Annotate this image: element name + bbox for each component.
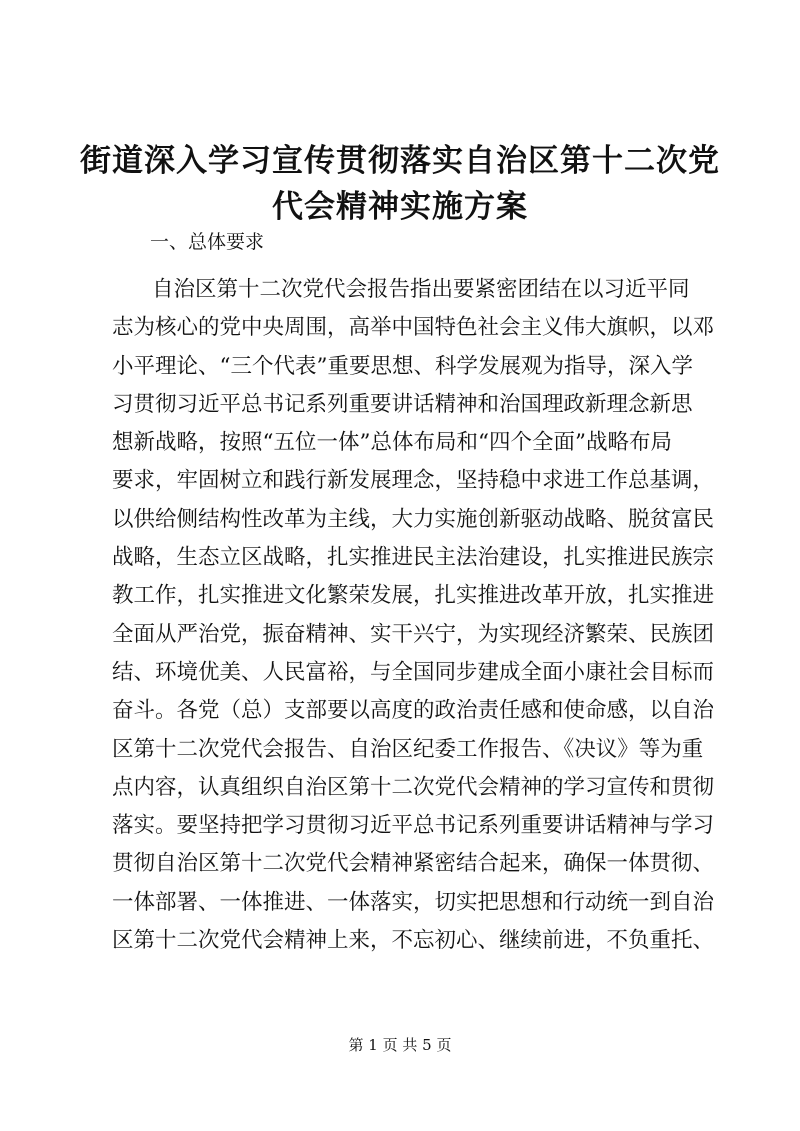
body-paragraph [112, 271, 715, 960]
body-line: 贯彻自治区第十二次党代会精神紧密结合起来，确保一体贯彻、 [112, 851, 715, 877]
body-line: 自治区第十二次党代会报告指出要紧密团结在以习近平同 [152, 277, 690, 302]
body-line: 教工作，扎实推进文化繁荣发展，扎实推进改革开放，扎实推进 [112, 583, 715, 609]
body-line: 要求，牢固树立和践行新发展理念，坚持稳中求进工作总基调， [112, 468, 715, 494]
body-line: 全面从严治党，振奋精神、实干兴宁，为实现经济繁荣、民族团 [112, 621, 715, 647]
document-title [60, 138, 740, 230]
body-line: 奋斗。各党（总）支部要以高度的政治责任感和使命感，以自治 [112, 698, 715, 724]
body-line: 区第十二次党代会精神上来，不忘初心、继续前进，不负重托、 [112, 928, 715, 954]
body-line: 结、环境优美、人民富裕，与全国同步建成全面小康社会目标而 [112, 659, 715, 685]
body-line: 落实。要坚持把学习贯彻习近平总书记系列重要讲话精神与学习 [112, 813, 715, 839]
body-line: 习贯彻习近平总书记系列重要讲话精神和治国理政新理念新思 [112, 391, 693, 417]
body-line: 小平理论、“三个代表”重要思想、科学发展观为指导，深入学 [112, 353, 693, 379]
page-number-footer: 第 1 页 共 5 页 [348, 1036, 452, 1054]
body-line: 区第十二次党代会报告、自治区纪委工作报告、《决议》等为重 [112, 736, 704, 762]
body-line: 一体部署、一体推进、一体落实，切实把思想和行动统一到自治 [112, 889, 715, 915]
body-line: 想新战略，按照“五位一体”总体布局和“四个全面”战略布局 [112, 430, 672, 456]
body-line: 点内容，认真组织自治区第十二次党代会精神的学习宣传和贯彻 [112, 774, 715, 800]
title-line: 街道深入学习宣传贯彻落实自治区第十二次党 [80, 143, 720, 179]
body-line: 战略，生态立区战略，扎实推进民主法治建设，扎实推进民族宗 [112, 545, 715, 571]
title-line: 代会精神实施方案 [272, 189, 528, 225]
body-line: 志为核心的党中央周围，高举中国特色社会主义伟大旗帜，以邓 [112, 315, 715, 341]
section-heading: 一、总体要求 [150, 231, 265, 253]
body-line: 以供给侧结构性改革为主线，大力实施创新驱动战略、脱贫富民 [112, 506, 715, 532]
